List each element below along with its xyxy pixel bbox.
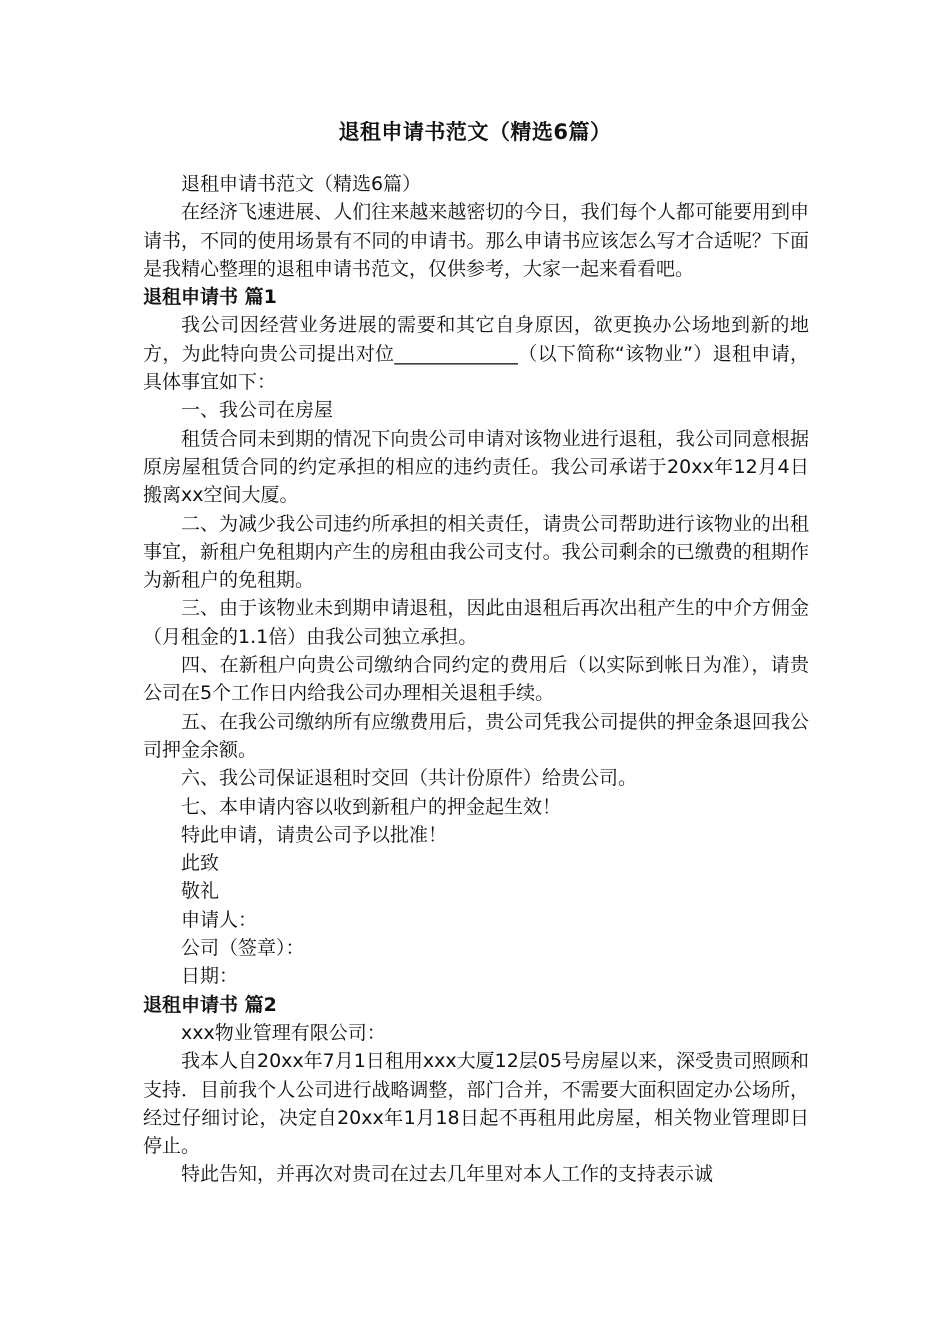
section-heading-2: 退租申请书 篇2: [143, 993, 277, 1016]
paragraph: 特此告知，并再次对贵司在过去几年里对本人工作的支持表示诚: [181, 1163, 714, 1186]
document-title: 退租申请书范文（精选6篇）: [338, 120, 612, 144]
document-body: [143, 170, 809, 1189]
paragraph: 一、我公司在房屋: [181, 399, 334, 422]
paragraph: 我公司因经营业务进展的需要和其它自身原因，欲更换办公场地到新的地方，为此特向贵公司提出对位_____________（以下简称“该物业”）退租申请，具体事宜如下：: [143, 314, 809, 394]
signature-company-seal: 公司（签章）：: [181, 937, 305, 960]
paragraph: 二、为减少我公司违约所承担的相关责任，请贵公司帮助进行该物业的出租事宜，新租户免租期内产生的房租由我公司支付。我公司剩余的已缴费的租期作为新租户的免租期。: [143, 512, 809, 592]
paragraph: 五、在我公司缴纳所有应缴费用后，贵公司凭我公司提供的押金条退回我公司押金余额。: [143, 710, 809, 761]
paragraph: 七、本申请内容以收到新租户的押金起生效！: [181, 795, 562, 818]
paragraph: 我本人自20xx年7月1日租用xxx大厦12层05号房屋以来，深受贵司照顾和支持．目前我个人公司进行战略调整，部门合并，不需要大面积固定办公场所，经过仔细讨论，决定自20xx年1月18日起不再租用此房屋，相关物业管理即日停止。: [143, 1050, 809, 1158]
section-heading-1: 退租申请书 篇1: [143, 286, 277, 309]
signature-applicant: 申请人：: [181, 908, 258, 931]
paragraph: 特此申请，请贵公司予以批准！: [181, 823, 448, 846]
signature-date: 日期：: [181, 965, 239, 988]
paragraph: 租赁合同未到期的情况下向贵公司申请对该物业进行退租，我公司同意根据原房屋租赁合同的约定承担的相应的违约责任。我公司承诺于20xx年12月4日搬离xx空间大厦。: [143, 427, 809, 507]
paragraph-addressee: xxx物业管理有限公司：: [181, 1021, 386, 1044]
paragraph: 四、在新租户向贵公司缴纳合同约定的费用后（以实际到帐日为准），请贵公司在5个工作日内给我公司办理相关退租手续。: [143, 654, 809, 705]
paragraph-intro-title: 退租申请书范文（精选6篇）: [181, 173, 422, 195]
closing-line: 此致: [181, 852, 220, 875]
paragraph-intro: 在经济飞速进展、人们往来越来越密切的今日，我们每个人都可能要用到申请书，不同的使用场景有不同的申请书。那么申请书应该怎么写才合适呢？下面是我精心整理的退租申请书范文，仅供参考，大家一起来看看吧。: [143, 201, 809, 280]
closing-line: 敬礼: [181, 880, 220, 903]
paragraph: 三、由于该物业未到期申请退租，因此由退租后再次出租产生的中介方佣金（月租金的1.1倍）由我公司独立承担。: [143, 597, 809, 648]
paragraph: 六、我公司保证退租时交回（共计份原件）给贵公司。: [181, 767, 638, 790]
